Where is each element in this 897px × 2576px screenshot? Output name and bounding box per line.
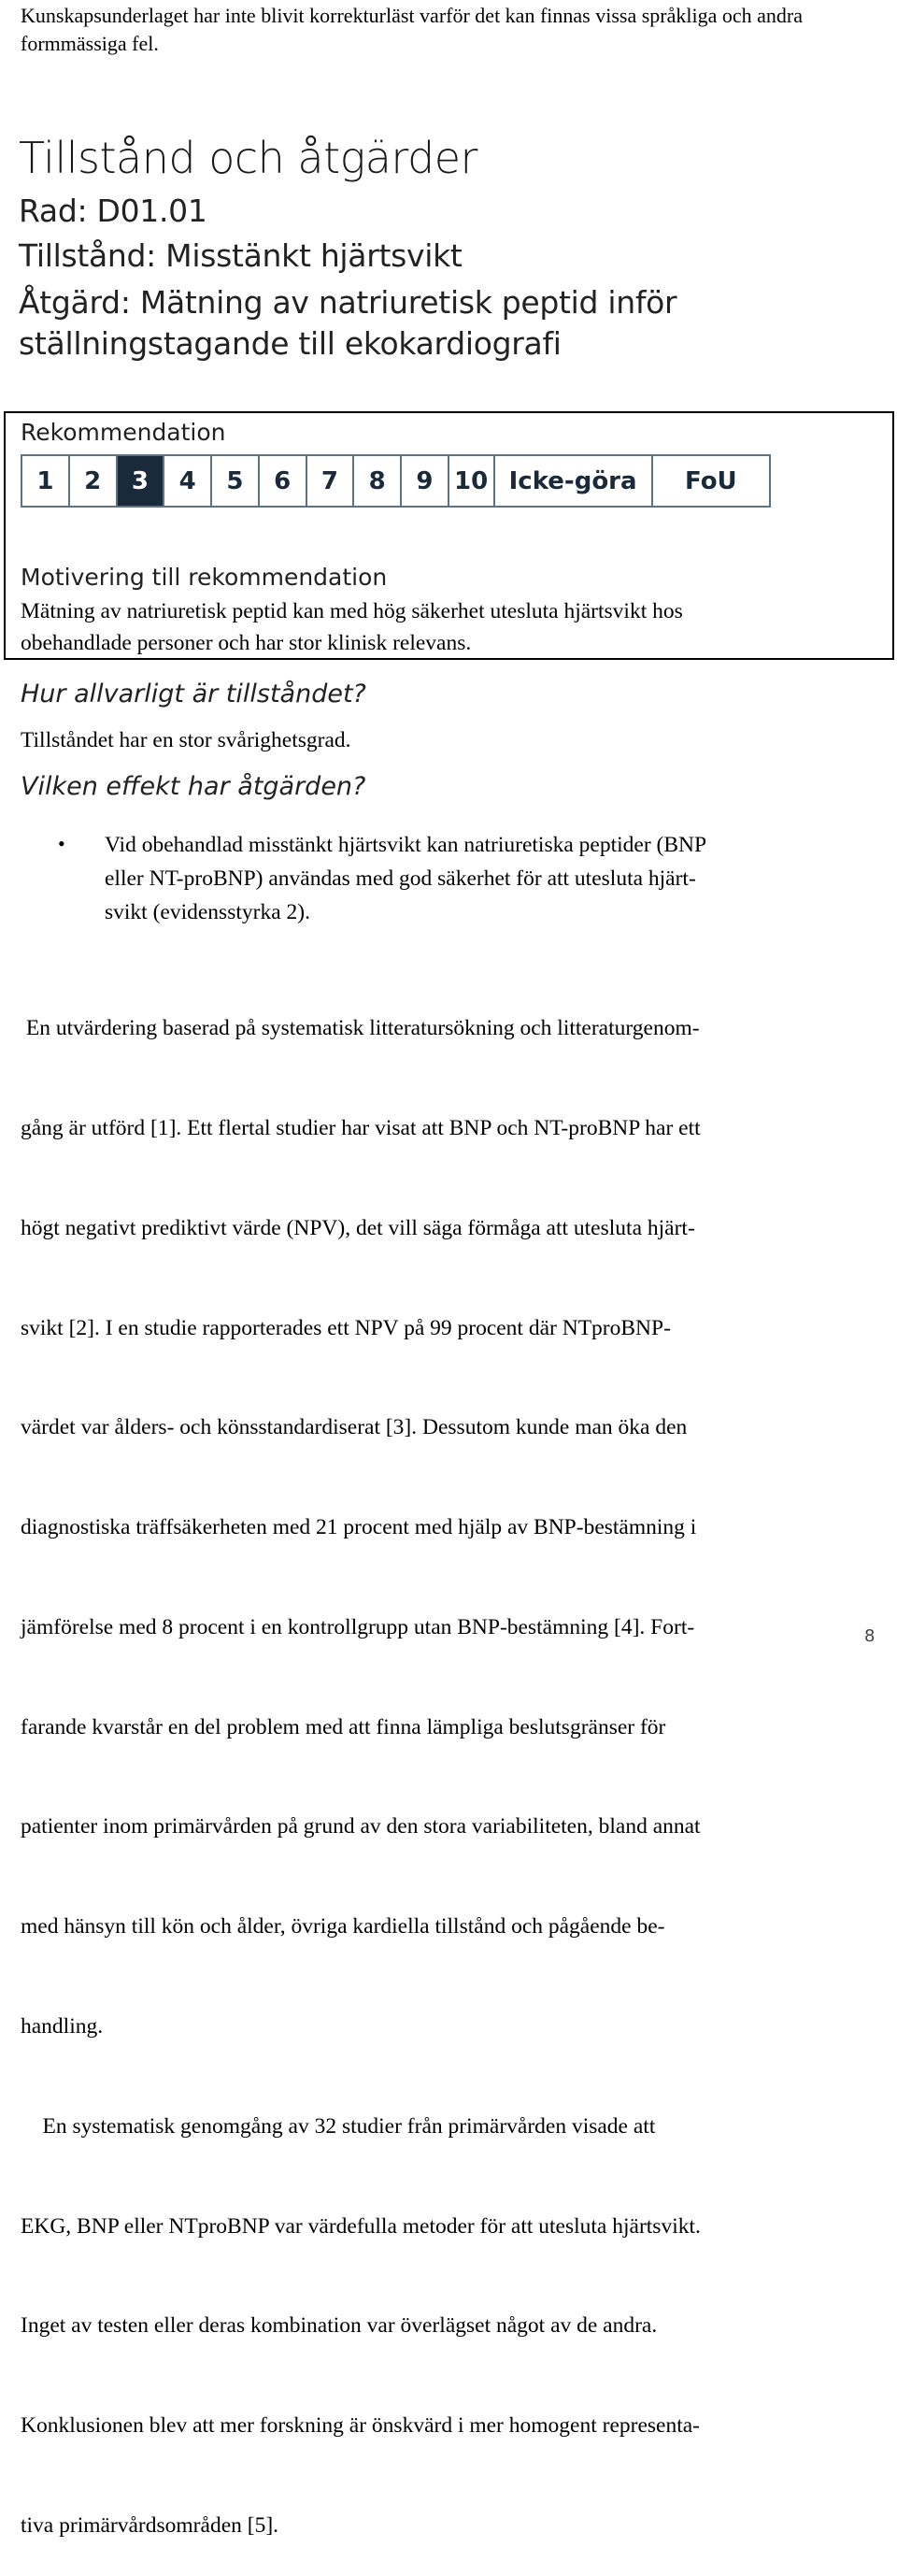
- scale-cell-icke-gora: Icke-göra: [495, 456, 653, 506]
- paragraph-line: handling.: [21, 2014, 104, 2039]
- scale-cell-4: 4: [164, 456, 212, 506]
- paragraph-line: tiva primärvårdsområden [5].: [21, 2512, 279, 2538]
- scale-cell-7: 7: [307, 456, 355, 506]
- paragraph-line: patienter inom primärvården på grund av den stora variabiliteten, bland annat: [21, 1814, 701, 1839]
- scale-cell-10: 10: [449, 456, 495, 506]
- action-line-2: ställningstagande till ekokardiografi: [19, 325, 562, 362]
- condition-line: Tillstånd: Misstänkt hjärtsvikt: [19, 237, 463, 274]
- paragraph-line: farande kvarstår en del problem med att finna lämpliga beslutsgränser för: [21, 1714, 666, 1739]
- paragraph-line: gång är utförd [1]. Ett flertal studier har visat att BNP och NT-proBNP har ett: [21, 1115, 701, 1140]
- paragraph-line: jämförelse med 8 procent i en kontrollgrupp utan BNP-bestämning [4]. Fort-: [21, 1614, 695, 1639]
- page-title: Tillstånd och åtgärder: [19, 133, 477, 183]
- paragraph-line: Konklusionen blev att mer forskning är önskvärd i mer homogent representa-: [21, 2413, 700, 2439]
- severity-answer: Tillståndet har en stor svårighetsgrad.: [21, 728, 351, 752]
- paragraph-line: diagnostiska träffsäkerheten med 21 procent med hjälp av BNP-bestämning i: [21, 1515, 697, 1540]
- scale-cell-1: 1: [22, 456, 70, 506]
- bullet-line: Vid obehandlad misstänkt hjärtsvikt kan natriuretiska peptider (BNP: [105, 833, 707, 857]
- paragraph-line: svikt [2]. I en studie rapporterades ett NPV på 99 procent där NTproBNP-: [21, 1315, 671, 1340]
- scale-cell-fou: FoU: [684, 466, 737, 495]
- recommendation-label: Rekommendation: [21, 419, 226, 446]
- bullet-line: eller NT-proBNP) användas med god säkerhet för att utesluta hjärt-: [105, 866, 696, 891]
- bullet-marker: •: [58, 832, 65, 855]
- action-line-1: Åtgärd: Mätning av natriuretisk peptid inför: [19, 284, 677, 321]
- scale-cell-9: 9: [402, 456, 449, 506]
- bullet-line: svikt (evidensstyrka 2).: [105, 900, 310, 924]
- scale-cell-2: 2: [70, 456, 118, 506]
- severity-question: Hur allvarligt är tillståndet?: [21, 680, 366, 708]
- page-number: 8: [864, 1626, 876, 1646]
- row-id: Rad: D01.01: [19, 193, 207, 229]
- proofreading-notice: Kunskapsunderlaget har inte blivit korrekturläst varför det kan finnas vissa språkliga och andra formmässiga fel.: [21, 4, 803, 55]
- motivation-line-1: Mätning av natriuretisk peptid kan med hög säkerhet utesluta hjärtsvikt hos: [21, 599, 683, 623]
- scale-cell-3-selected: 3: [118, 456, 165, 506]
- paragraph-evaluation: [21, 946, 880, 2576]
- scale-cell-5: 5: [212, 456, 260, 506]
- motivation-line-2: obehandlade personer och har stor klinisk relevans.: [21, 631, 472, 655]
- paragraph-line: EKG, BNP eller NTproBNP var värdefulla metoder för att utesluta hjärtsvikt.: [21, 2213, 701, 2239]
- scale-cell-6: 6: [260, 456, 307, 506]
- paragraph-line: En utvärdering baserad på systematisk litteratursökning och litteraturgenom-: [21, 1016, 700, 1041]
- effect-bullet: [105, 828, 871, 929]
- paragraph-line: Inget av testen eller deras kombination var överlägset något av de andra.: [21, 2313, 658, 2339]
- paragraph-line: värdet var ålders- och könsstandardiserat [3]. Dessutom kunde man öka den: [21, 1415, 688, 1440]
- recommendation-scale: [21, 454, 771, 508]
- paragraph-line: En systematisk genomgång av 32 studier från primärvården visade att: [21, 2113, 656, 2139]
- effect-question: Vilken effekt har åtgärden?: [21, 772, 366, 801]
- paragraph-line: högt negativt prediktivt värde (NPV), det vill säga förmåga att utesluta hjärt-: [21, 1215, 695, 1240]
- motivation-label: Motivering till rekommendation: [21, 564, 388, 591]
- paragraph-line: med hänsyn till kön och ålder, övriga kardiella tillstånd och pågående be-: [21, 1914, 665, 1939]
- scale-cell-8: 8: [354, 456, 402, 506]
